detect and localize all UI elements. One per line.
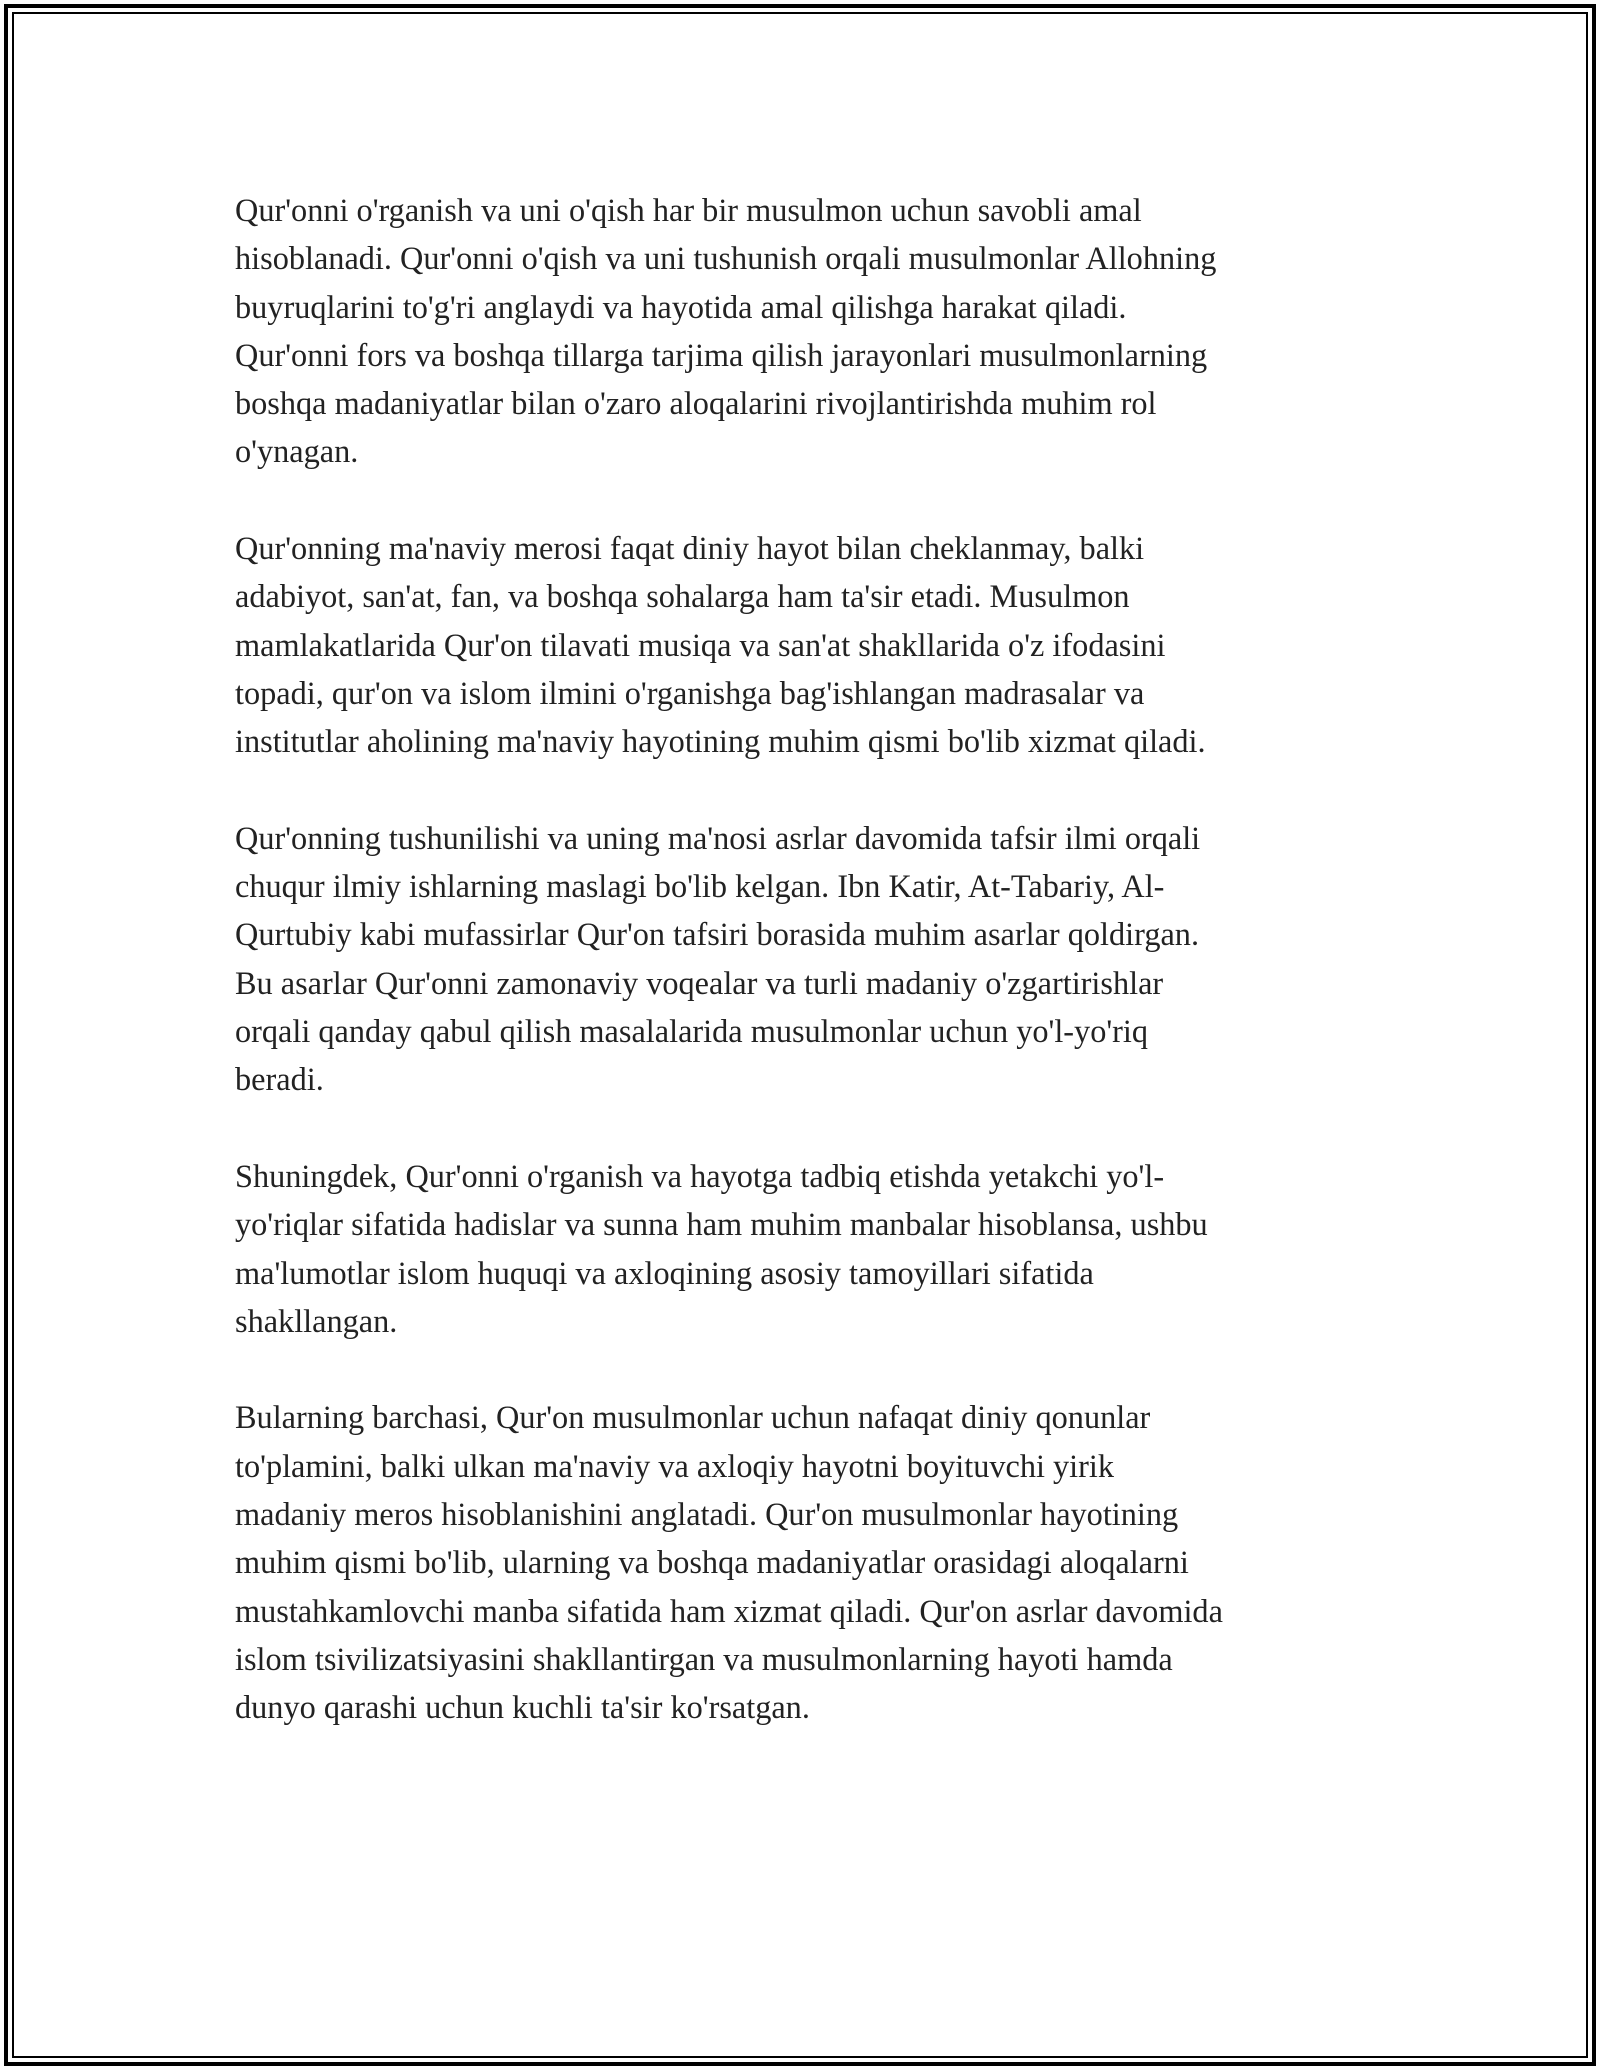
paragraph-4: Shuningdek, Qur'onni o'rganish va hayotga tadbiq etishda yetakchi yo'l- yo'riqlar sifatida hadislar va sunna ham muhim manbalar hisoblansa, ushbu ma'lumotlar islom huquqi va axloqining asosiy tamoyillari sifatida shakllangan.: [235, 1157, 1208, 1339]
paragraph-2: Qur'onning ma'naviy merosi faqat diniy hayot bilan cheklanmay, balki adabiyot, san'at, fan, va boshqa sohalarga ham ta'sir etadi. Musulmon mamlakatlarida Qur'on tilavati musiqa va san'at shakllarida o'z ifodasini topadi, qur'on va islom ilmini o'rganishga bag'ishlangan madrasalar va institutlar aholining ma'naviy hayotining muhim qismi bo'lib xizmat qiladi.: [235, 530, 1206, 760]
paragraph-5: Bularning barchasi, Qur'on musulmonlar uchun nafaqat diniy qonunlar to'plamini, balki ulkan ma'naviy va axloqiy hayotni boyituvchi yirik madaniy meros hisoblanishini anglatadi. Qur'on musulmonlar hayotining muhim qismi bo'lib, ularning va boshqa madaniyatlar orasidagi aloqalarni mustahkamlovchi manba sifatida ham xizmat qiladi. Qur'on asrlar davomida islom tsivilizatsiyasini shakllantirgan va musulmonlarning hayoti hamda dunyo qarashi uchun kuchli ta'sir ko'rsatgan.: [235, 1399, 1223, 1726]
paragraph-1: Qur'onni o'rganish va uni o'qish har bir musulmon uchun savobli amal hisoblanadi. Qur'onni o'qish va uni tushunish orqali musulmonlar Allohning buyruqlarini to'g'ri anglaydi va hayotida amal qilishga harakat qiladi. Qur'onni fors va boshqa tillarga tarjima qilish jarayonlari musulmonlarning boshqa madaniyatlar bilan o'zaro aloqalarini rivojlantirishda muhim rol o'ynagan.: [235, 192, 1217, 470]
paragraph-3: Qur'onning tushunilishi va uning ma'nosi asrlar davomida tafsir ilmi orqali chuqur ilmiy ishlarning maslagi bo'lib kelgan. Ibn Katir, At-Tabariy, Al- Qurtubiy kabi mufassirlar Qur'on tafsiri borasida muhim asarlar qoldirgan. Bu asarlar Qur'onni zamonaviy voqealar va turli madaniy o'zgartirishlar orqali qanday qabul qilish masalalarida musulmonlar uchun yo'l-yo'riq beradi.: [235, 819, 1201, 1098]
document-body: [235, 186, 1365, 1780]
